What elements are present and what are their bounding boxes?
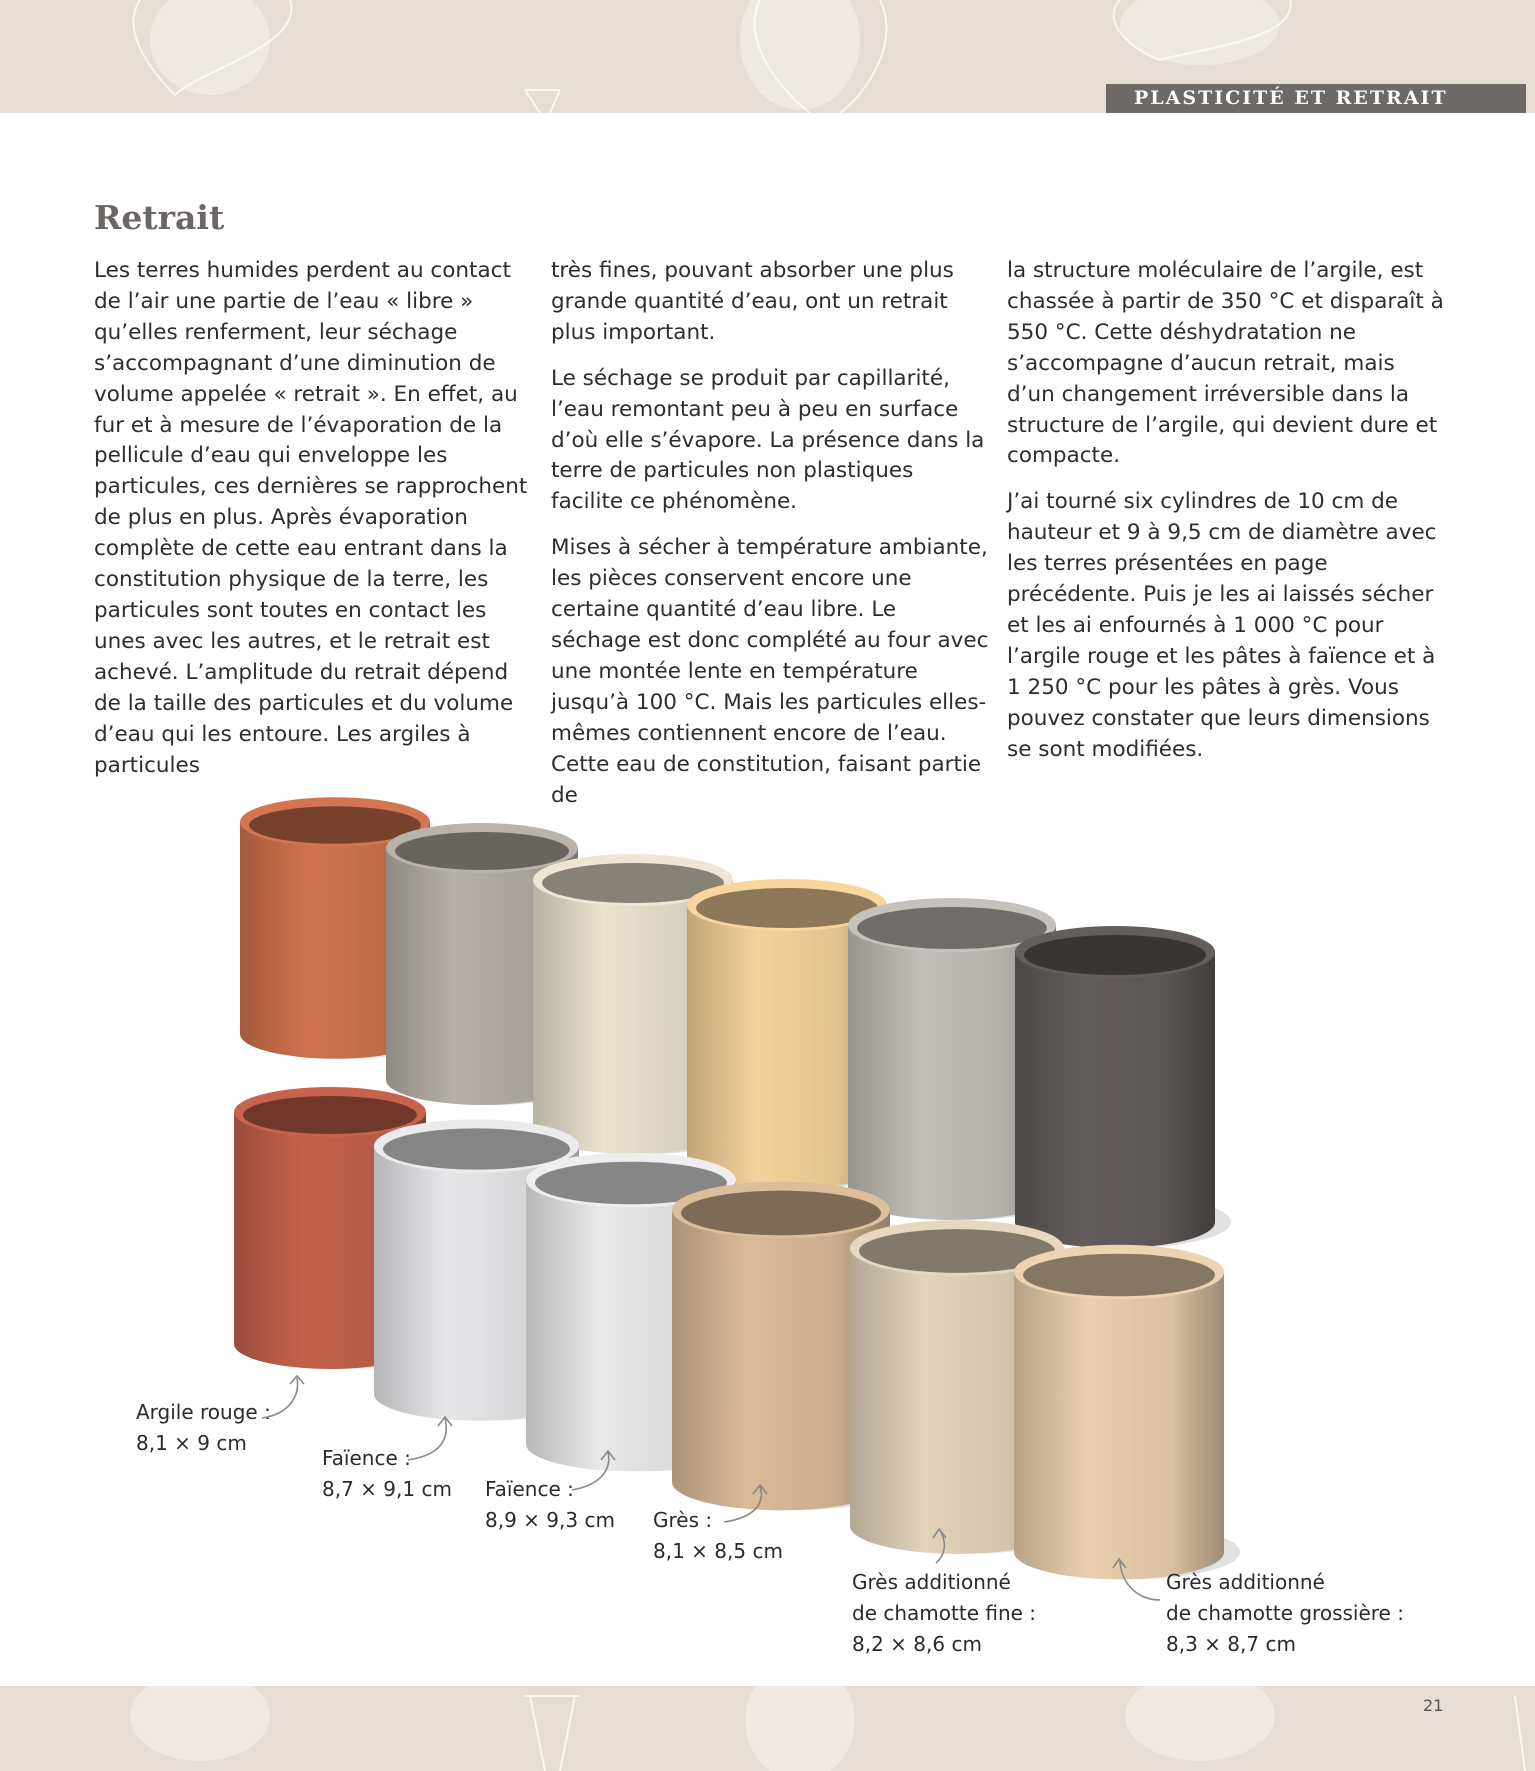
caption-faience-2: Faïence : 8,9 × 9,3 cm [485,1477,615,1532]
caption-gres: Grès : 8,1 × 8,5 cm [653,1508,783,1563]
paragraph: Le séchage se produit par capillarité, l’eau remontant peu à peu en surface d’où elle s’évapore. La présence dans la terre de particules non plastiques facilite ce phénomène. [551,365,985,515]
fired-cylinder-6 [1014,1245,1240,1580]
section-title: PLASTICITÉ ET RETRAIT [1106,84,1526,113]
paragraph: très fines, pouvant absorber une plus grande quantité d’eau, ont un retrait plus important. [551,258,954,345]
paragraph: Mises à sécher à température ambiante, les pièces conservent encore une certaine quantité d’eau libre. Le séchage est donc complété au four avec une montée lente en température jusqu’à 100 °C. Mais les particules elles-mêmes contiennent encore de l’eau. Cette eau de constitution, faisant partie de [551,535,989,808]
vase-pattern-icon [0,1686,1535,1771]
footer-band [0,1686,1535,1771]
caption-faience-1: Faïence : 8,7 × 9,1 cm [322,1446,452,1501]
dried-cylinder-6 [1015,926,1231,1248]
paragraph: la structure moléculaire de l’argile, est chassée à partir de 350 °C et disparaît à 550 °C. Cette déshydratation ne s’accompagne d’aucun retrait, mais d’un changement irréversible dans la structure de l’argile, qui devient dure et compacte. [1007,258,1444,469]
paragraph: Les terres humides perdent au contact de l’air une partie de l’eau « libre » qu’elles renferment, leur séchage s’accompagnant d’une diminution de volume appelée « retrait ». En effet, au fur et à mesure de l’évaporation de la pellicule d’eau qui enveloppe les particules, ces dernières se rapprochent de plus en plus. Après évaporation complète de cette eau entrant dans la constitution physique de la terre, les particules sont toutes en contact les unes avec les autres, et le retrait est achevé. L’amplitude du retrait dépend de la taille des particules et du volume d’eau qui les entoure. Les argiles à particules [94,258,528,778]
caption-gres-chamotte-grossiere: Grès additionné de chamotte grossière : 8,3 × 8,7 cm [1166,1570,1404,1656]
caption-gres-chamotte-fine: Grès additionné de chamotte fine : 8,2 × 8,6 cm [852,1570,1037,1656]
paragraph: J’ai tourné six cylindres de 10 cm de hauteur et 9 à 9,5 cm de diamètre avec les terres présentées en page précédente. Puis je les ai laissés sécher et les ai enfournés à 1 000 °C pour l’argile rouge et les pâtes à faïence et à 1 250 °C pour les pâtes à grès. Vous pouvez constater que leurs dimensions se sont modifiées. [1007,489,1437,762]
page-number: 21 [1423,1696,1444,1715]
caption-argile-rouge: Argile rouge : 8,1 × 9 cm [136,1400,271,1455]
article-title: Retrait [94,198,225,237]
